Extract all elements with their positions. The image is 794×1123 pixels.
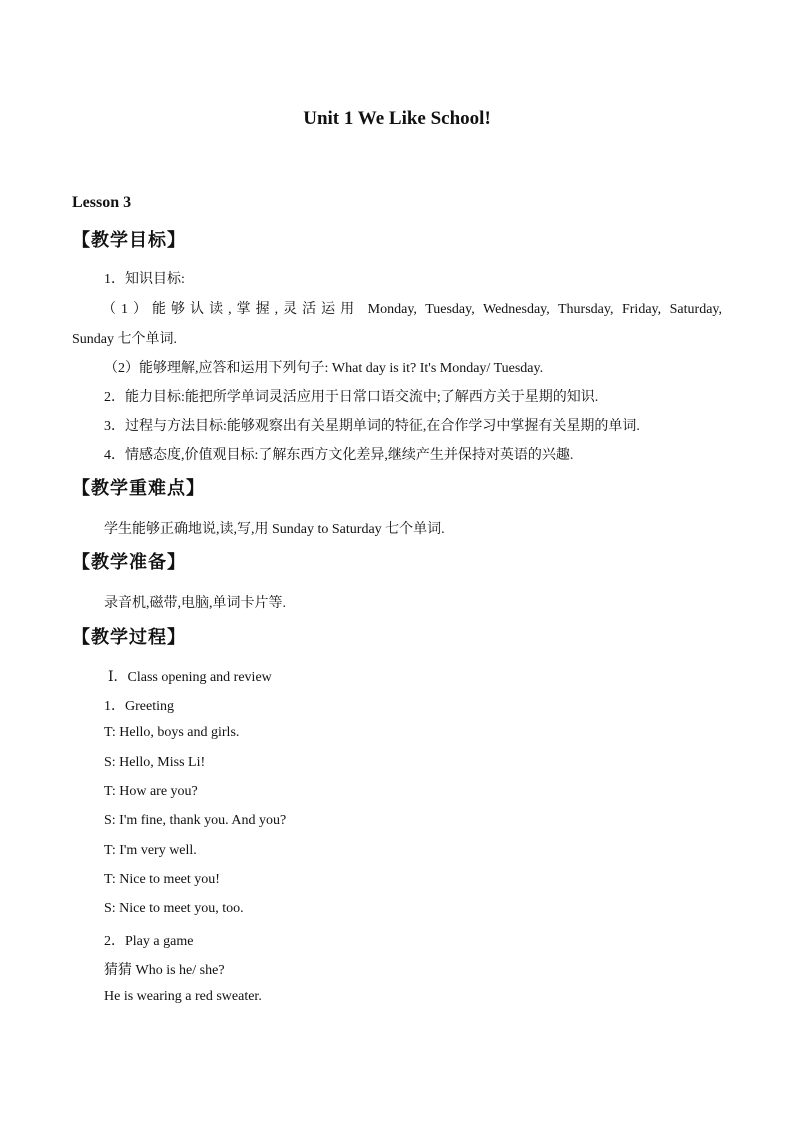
section-heading-preparation: 【教学准备】 xyxy=(72,552,186,572)
process-line: T: I'm very well. xyxy=(104,843,197,858)
process-line: He is wearing a red sweater. xyxy=(104,989,262,1004)
section-heading-objectives: 【教学目标】 xyxy=(72,230,186,250)
process-line: 猜猜 Who is he/ she? xyxy=(104,963,225,978)
section-heading-process: 【教学过程】 xyxy=(72,627,186,647)
key-points-line: 学生能够正确地说,读,写,用 Sunday to Saturday 七个单词. xyxy=(104,522,445,537)
process-line: Ⅰ．Class opening and review xyxy=(108,670,272,685)
process-line: T: Hello, boys and girls. xyxy=(104,725,240,740)
objective-line: （1）能够认读,掌握,灵活运用 Monday, Tuesday, Wednesday, Thursday, Friday, Saturday, xyxy=(102,302,722,317)
objective-line: 3．过程与方法目标:能够观察出有关星期单词的特征,在合作学习中掌握有关星期的单词. xyxy=(104,419,640,434)
objective-line: Sunday 七个单词. xyxy=(72,332,177,347)
process-line: T: How are you? xyxy=(104,784,198,799)
process-line: T: Nice to meet you! xyxy=(104,872,220,887)
process-line: 2．Play a game xyxy=(104,934,194,949)
process-line: S: Hello, Miss Li! xyxy=(104,755,206,770)
preparation-line: 录音机,磁带,电脑,单词卡片等. xyxy=(104,596,286,611)
objective-line: （2）能够理解,应答和运用下列句子: What day is it? It's Monday/ Tuesday. xyxy=(104,361,544,376)
process-line: 1．Greeting xyxy=(104,699,174,714)
section-heading-key-points: 【教学重难点】 xyxy=(72,478,205,498)
objective-line: 1．知识目标: xyxy=(104,272,185,287)
process-line: S: I'm fine, thank you. And you? xyxy=(104,813,287,828)
document-title: Unit 1 We Like School! xyxy=(303,108,491,129)
objective-line: 2．能力目标:能把所学单词灵活应用于日常口语交流中;了解西方关于星期的知识. xyxy=(104,390,599,405)
objective-line: 4．情感态度,价值观目标:了解东西方文化差异,继续产生并保持对英语的兴趣. xyxy=(104,448,574,463)
process-line: S: Nice to meet you, too. xyxy=(104,901,244,916)
lesson-label: Lesson 3 xyxy=(72,194,132,211)
